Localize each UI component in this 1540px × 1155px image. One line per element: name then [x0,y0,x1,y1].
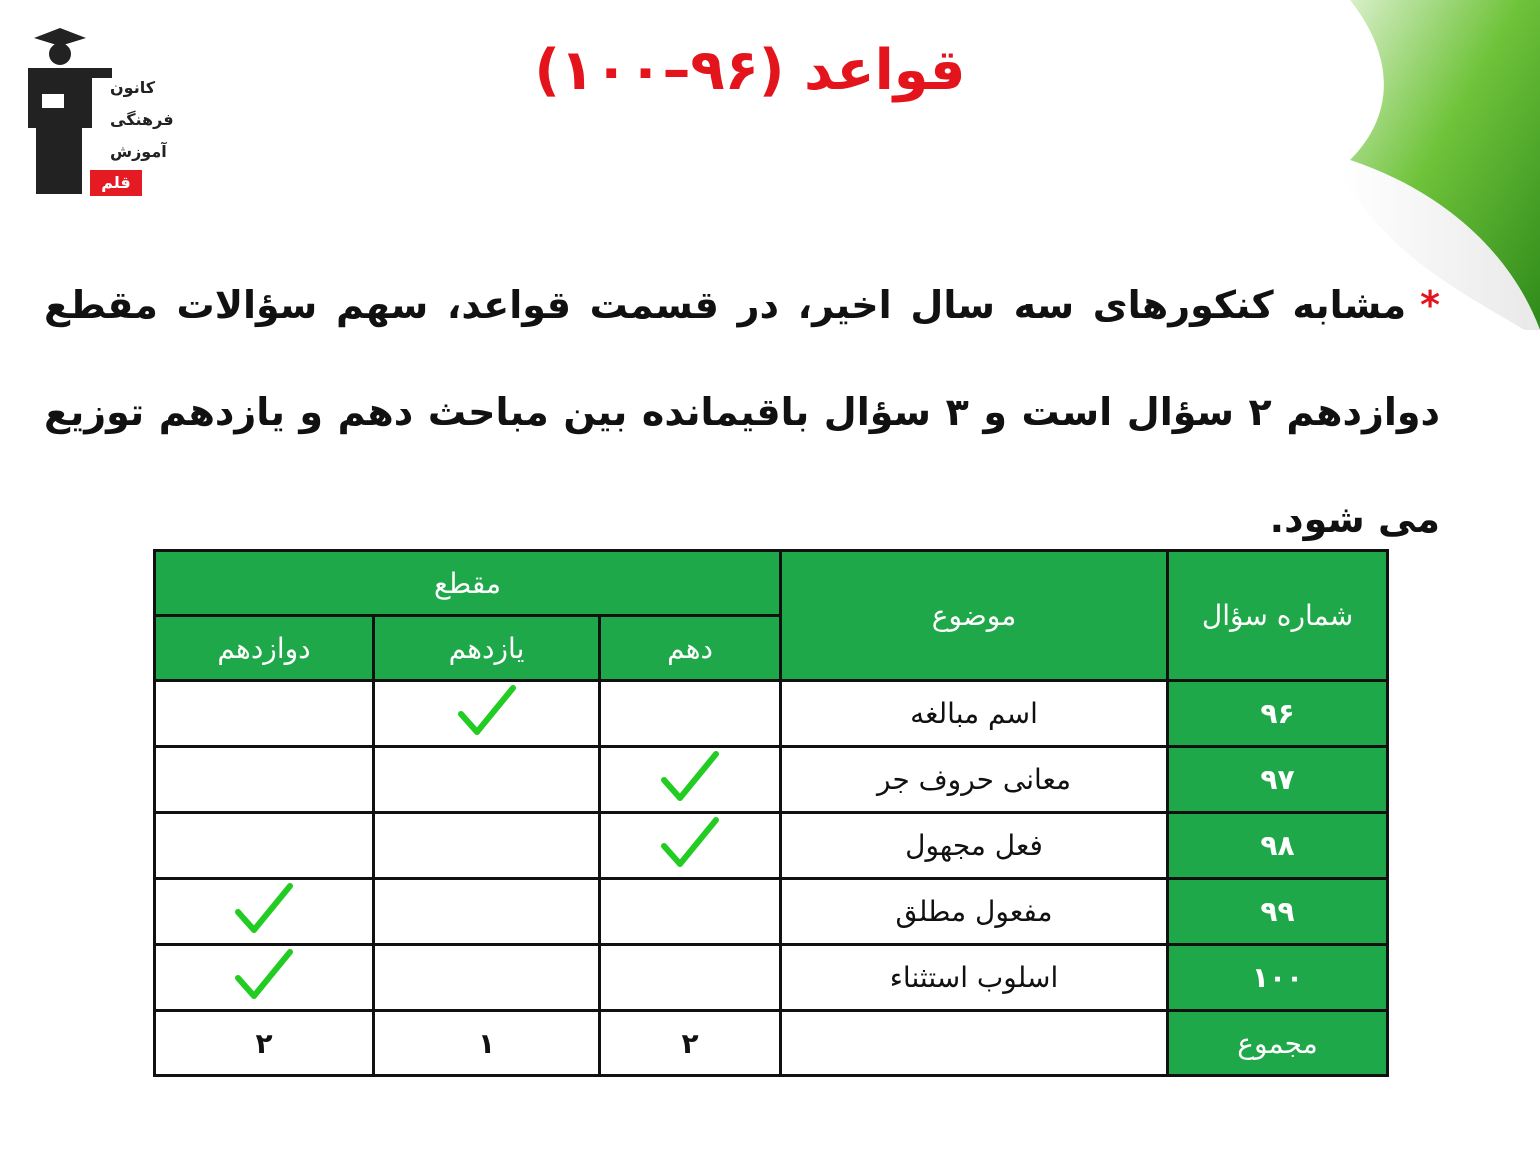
header-question-number: شماره سؤال [1168,551,1388,681]
grade12-cell [155,879,374,945]
logo-badge: قلم چی [90,170,142,196]
topic-cell: مفعول مطلق [781,879,1168,945]
logo-line-1: کانون [110,78,156,97]
table-row [155,681,1388,747]
grade10-cell [600,813,781,879]
logo-line-3: آموزش [110,142,167,161]
grade10-cell [600,945,781,1011]
header-topic: موضوع [781,551,1168,681]
grade11-cell [374,813,600,879]
grade10-cell [600,879,781,945]
slide-title: قواعد (۹۶–۱۰۰) [534,38,966,103]
total-label: مجموع [1168,1011,1388,1076]
grammar-table [153,549,1389,1077]
total-topic-empty [781,1011,1168,1076]
total-row [155,1011,1388,1076]
topic-cell: اسلوب استثناء [781,945,1168,1011]
checkmark-icon [660,814,720,870]
intro-paragraph [44,252,1440,573]
grade12-cell [155,945,374,1011]
grade12-cell [155,813,374,879]
question-number-cell: ۹۶ [1168,681,1388,747]
header-level: مقطع [155,551,781,616]
table-row [155,945,1388,1011]
topic-cell: معانی حروف جر [781,747,1168,813]
grade11-cell [374,879,600,945]
total-grade10: ۲ [600,1011,781,1076]
grade11-cell [374,747,600,813]
grade11-cell [374,945,600,1011]
logo-line-2: فرهنگی [110,110,174,129]
total-grade11: ۱ [374,1011,600,1076]
bullet-star: * [1420,283,1440,327]
question-number-cell: ۹۷ [1168,747,1388,813]
topic-cell: فعل مجهول [781,813,1168,879]
checkmark-icon [457,682,517,738]
logo [22,24,174,218]
question-number-cell: ۹۹ [1168,879,1388,945]
question-number-cell: ۹۸ [1168,813,1388,879]
table-row [155,813,1388,879]
total-grade12: ۲ [155,1011,374,1076]
header-grade11: یازدهم [374,616,600,681]
table-row [155,747,1388,813]
table-row [155,879,1388,945]
grade12-cell [155,747,374,813]
header-grade10: دهم [600,616,781,681]
grade11-cell [374,681,600,747]
checkmark-icon [234,946,294,1002]
topic-cell: اسم مبالغه [781,681,1168,747]
grade10-cell [600,681,781,747]
grade10-cell [600,747,781,813]
question-number-cell: ۱۰۰ [1168,945,1388,1011]
header-grade12: دوازدهم [155,616,374,681]
checkmark-icon [660,748,720,804]
grade12-cell [155,681,374,747]
checkmark-icon [234,880,294,936]
intro-text: مشابه کنکورهای سه سال اخیر، در قسمت قواعد، سهم سؤالات مقطع دوازدهم ۲ سؤال است و ۳ سؤال باقیمانده بین مباحث دهم و یازدهم توزیع می شود. [44,283,1440,541]
